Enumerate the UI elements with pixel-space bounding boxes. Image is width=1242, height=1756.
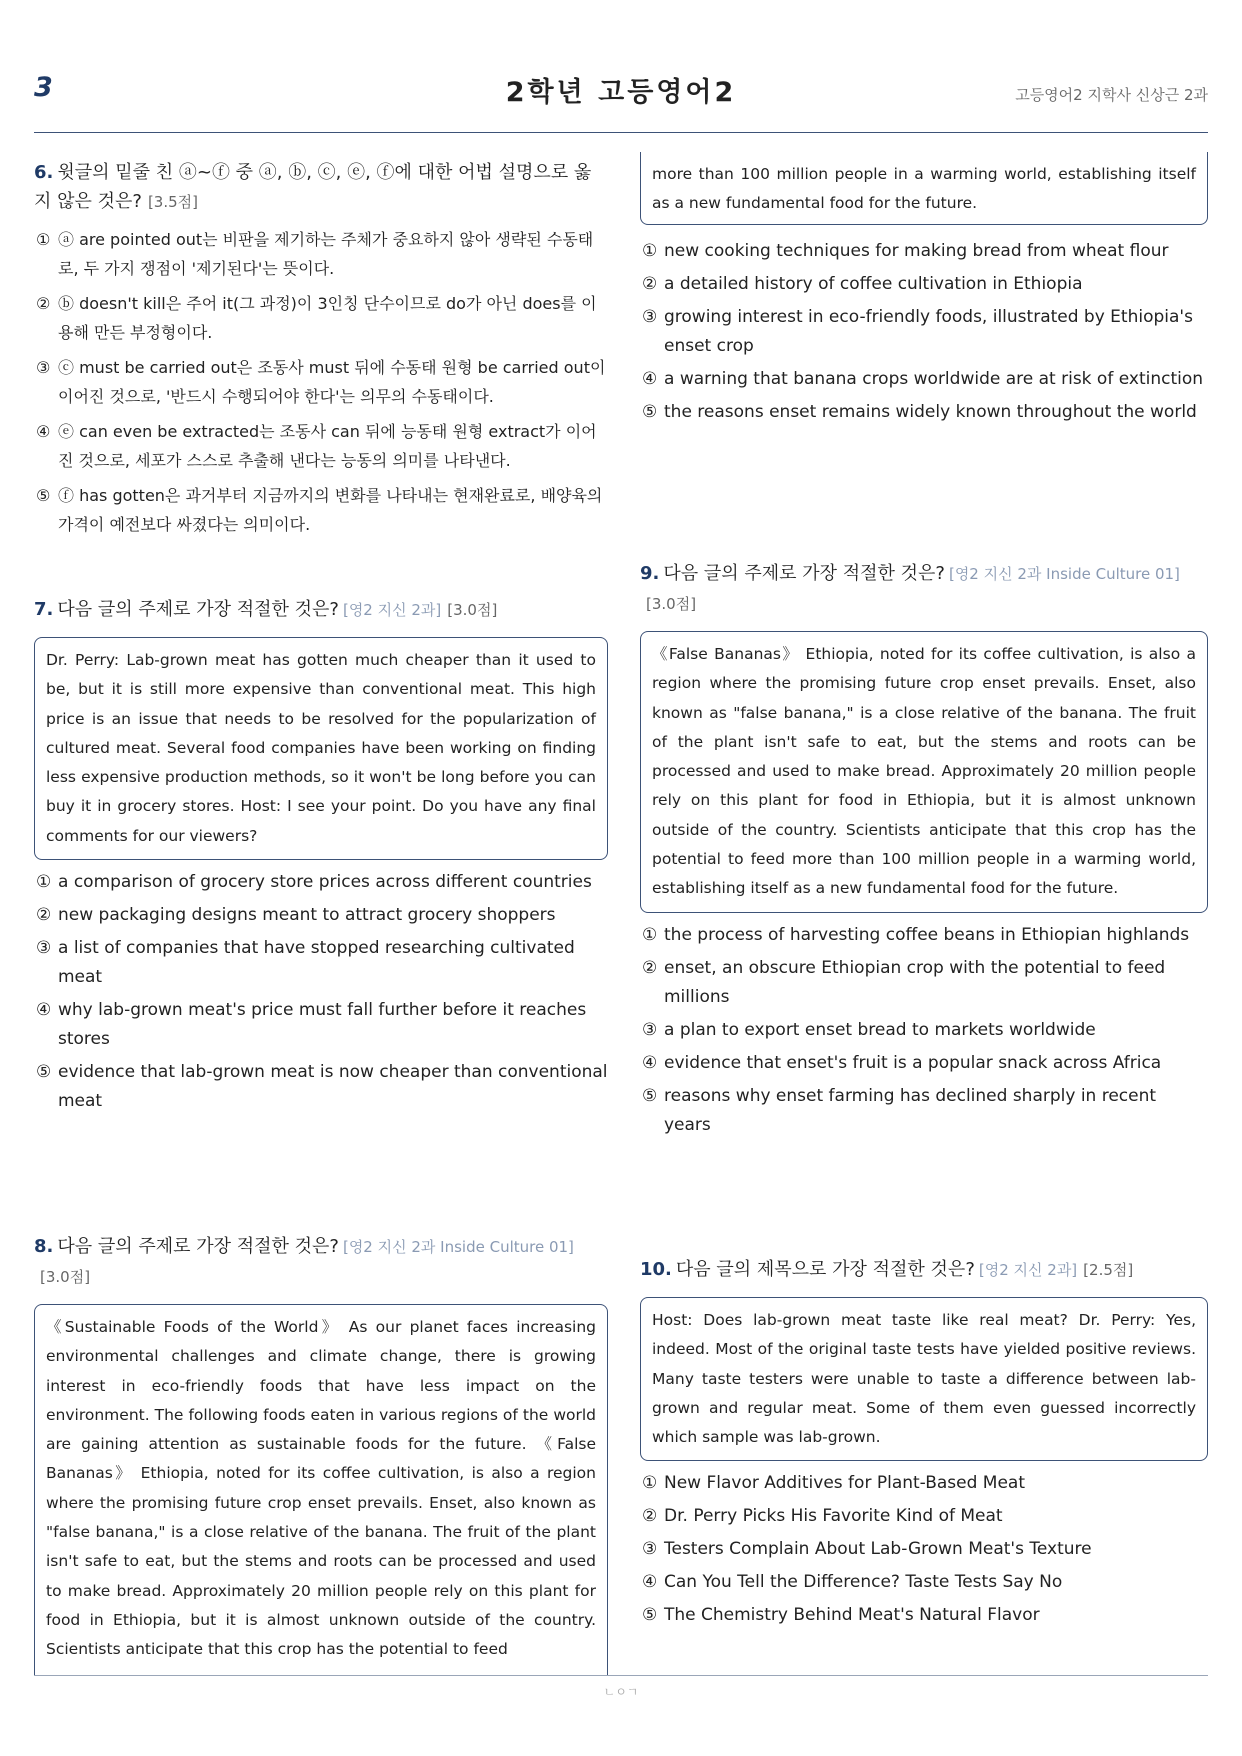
answer-option-1[interactable]: ① a comparison of grocery store prices across different countries	[36, 872, 592, 893]
page-title: 2학년 고등영어2	[505, 77, 737, 108]
answer-option-2[interactable]: ② Dr. Perry Picks His Favorite Kind of Meat	[642, 1506, 1003, 1527]
question-points: [3.5점]	[147, 193, 198, 211]
question-source: [영2 지신 2과 Inside Culture 01]	[342, 1238, 574, 1256]
header-divider	[34, 132, 1208, 133]
answer-option-2[interactable]: ② a detailed history of coffee cultivation in Ethiopia	[642, 273, 1083, 294]
footer-text: ㄴㅇㄱ	[603, 1685, 639, 1699]
answer-option-5[interactable]: ⑤ ⓕ has gotten은 과거부터 지금까지의 변화를 나타내는 현재완료로, 배양육의 가격이 예전보다 싸졌다는 의미이다.	[36, 486, 603, 534]
question-8-continued	[640, 152, 1208, 431]
question-text: 다음 글의 주제로 가장 적절한 것은?	[57, 1236, 339, 1257]
answer-option-1[interactable]: ① New Flavor Additives for Plant-Based Meat	[642, 1473, 1026, 1494]
answer-options	[34, 868, 608, 1116]
reading-passage-continued: more than 100 million people in a warming world, establishing itself as a new fundamental food for the future.	[640, 152, 1208, 225]
answer-option-3[interactable]: ③ a plan to export enset bread to markets worldwide	[642, 1019, 1096, 1040]
answer-option-2[interactable]: ② enset, an obscure Ethiopian crop with the potential to feed millions	[642, 957, 1166, 1007]
header-subject: 고등영어2 지학사 신상근 2과	[1015, 86, 1208, 104]
question-text: 다음 글의 주제로 가장 적절한 것은?	[663, 563, 945, 584]
answer-option-4[interactable]: ④ a warning that banana crops worldwide are at risk of extinction	[642, 368, 1204, 389]
answer-option-1[interactable]: ① ⓐ are pointed out는 비판을 제기하는 주체가 중요하지 않아 생략된 수동태로, 두 가지 쟁점이 '제기된다'는 뜻이다.	[36, 230, 594, 278]
question-points: [3.0점]	[447, 601, 498, 619]
question-number: 7.	[34, 599, 54, 620]
answer-option-5[interactable]: ⑤ reasons why enset farming has declined sharply in recent years	[642, 1085, 1157, 1135]
page-number: 3	[34, 72, 53, 103]
question-text: 다음 글의 제목으로 가장 적절한 것은?	[675, 1259, 975, 1280]
answer-option-4[interactable]: ④ ⓔ can even be extracted는 조동사 can 뒤에 능동태 원형 extract가 이어진 것으로, 세포가 스스로 추출해 낸다는 능동의 의미를 나타낸다.	[36, 422, 597, 470]
answer-option-1[interactable]: ① the process of harvesting coffee beans in Ethiopian highlands	[642, 924, 1190, 945]
answer-option-4[interactable]: ④ evidence that enset's fruit is a popular snack across Africa	[642, 1052, 1162, 1073]
answer-option-5[interactable]: ⑤ evidence that lab-grown meat is now cheaper than conventional meat	[36, 1062, 608, 1112]
question-6	[34, 158, 608, 545]
question-points: [3.0점]	[40, 1268, 91, 1286]
answer-option-5[interactable]: ⑤ the reasons enset remains widely known throughout the world	[642, 401, 1197, 422]
answer-option-1[interactable]: ① new cooking techniques for making bread from wheat flour	[642, 240, 1169, 261]
question-7	[34, 595, 608, 1120]
question-source: [영2 지신 2과]	[342, 601, 442, 619]
question-number: 9.	[640, 563, 660, 584]
question-points: [3.0점]	[646, 595, 697, 613]
question-stem	[640, 559, 1208, 619]
answer-options	[640, 1469, 1208, 1630]
question-points: [2.5점]	[1083, 1261, 1134, 1279]
reading-passage: Host: Does lab-grown meat taste like real meat? Dr. Perry: Yes, indeed. Most of the original taste tests have yielded positive reviews. Many taste testers were unable to taste a difference between lab-grown and regular meat. Some of them even guessed incorrectly which sample was lab-grown.	[640, 1297, 1208, 1461]
question-text: 윗글의 밑줄 친 ⓐ~ⓕ 중 ⓐ, ⓑ, ⓒ, ⓔ, ⓕ에 대한 어법 설명으로 옳지 않은 것은?	[34, 162, 592, 212]
reading-passage: Dr. Perry: Lab-grown meat has gotten much cheaper than it used to be, but it is still more expensive than conventional meat. This high price is an issue that needs to be resolved for the popularization of cultured meat. Several food companies have been working on finding less expensive production methods, so it won't be long before you can buy it in grocery stores. Host: I see your point. Do you have any final comments for our viewers?	[34, 637, 608, 860]
answer-option-3[interactable]: ③ a list of companies that have stopped researching cultivated meat	[36, 938, 575, 988]
reading-passage: 《Sustainable Foods of the World》 As our planet faces increasing environmental challenges and climate change, there is growing interest in eco-friendly foods that have less impact on the environment. The following foods eaten in various regions of the world are gaining attention as sustainable foods for the future. 《False Bananas》 Ethiopia, noted for its coffee cultivation, is also a region where the promising future crop enset prevails. Enset, also known as "false banana," is a close relative of the banana. The fruit of the plant isn't safe to eat, but the stems and roots can be processed and used to make bread. Approximately 20 million people rely on this plant for food in Ethiopia, but it is almost unknown outside of the country. Scientists anticipate that this crop has the potential to feed	[34, 1304, 608, 1675]
answer-option-4[interactable]: ④ why lab-grown meat's price must fall further before it reaches stores	[36, 1000, 587, 1050]
reading-passage: 《False Bananas》 Ethiopia, noted for its coffee cultivation, is also a region where the promising future crop enset prevails. Enset, also known as "false banana," is a close relative of the banana. The fruit of the plant isn't safe to eat, but the stems and roots can be processed and used to make bread. Approximately 20 million people rely on this plant for food in Ethiopia, but it is almost unknown outside of the country. Scientists anticipate that this crop has the potential to feed more than 100 million people in a warming world, establishing itself as a new fundamental food for the future.	[640, 631, 1208, 913]
answer-option-3[interactable]: ③ growing interest in eco-friendly foods, illustrated by Ethiopia's enset crop	[642, 306, 1193, 356]
question-10	[640, 1255, 1208, 1634]
question-source: [영2 지신 2과 Inside Culture 01]	[948, 565, 1180, 583]
question-number: 8.	[34, 1236, 54, 1257]
answer-option-3[interactable]: ③ ⓒ must be carried out은 조동사 must 뒤에 수동태 원형 be carried out이 이어진 것으로, '반드시 수행되어야 한다'는 의무의 수동태이다.	[36, 358, 606, 406]
question-stem	[34, 158, 608, 217]
question-stem	[34, 595, 608, 625]
question-number: 6.	[34, 162, 54, 183]
answer-option-2[interactable]: ② new packaging designs meant to attract grocery shoppers	[36, 905, 556, 926]
question-text: 다음 글의 주제로 가장 적절한 것은?	[57, 599, 339, 620]
answer-options	[34, 225, 608, 539]
answer-option-3[interactable]: ③ Testers Complain About Lab-Grown Meat's Texture	[642, 1539, 1092, 1560]
question-source: [영2 지신 2과]	[978, 1261, 1078, 1279]
answer-options	[640, 921, 1208, 1140]
question-stem	[34, 1232, 608, 1292]
answer-options	[640, 237, 1208, 427]
question-8	[34, 1232, 608, 1675]
question-9	[640, 559, 1208, 1144]
question-number: 10.	[640, 1259, 672, 1280]
answer-option-5[interactable]: ⑤ The Chemistry Behind Meat's Natural Flavor	[642, 1605, 1040, 1626]
answer-option-4[interactable]: ④ Can You Tell the Difference? Taste Tests Say No	[642, 1572, 1063, 1593]
footer-divider	[34, 1675, 1208, 1676]
question-stem	[640, 1255, 1208, 1285]
answer-option-2[interactable]: ② ⓑ doesn't kill은 주어 it(그 과정)이 3인칭 단수이므로 do가 아닌 does를 이용해 만든 부정형이다.	[36, 294, 597, 342]
